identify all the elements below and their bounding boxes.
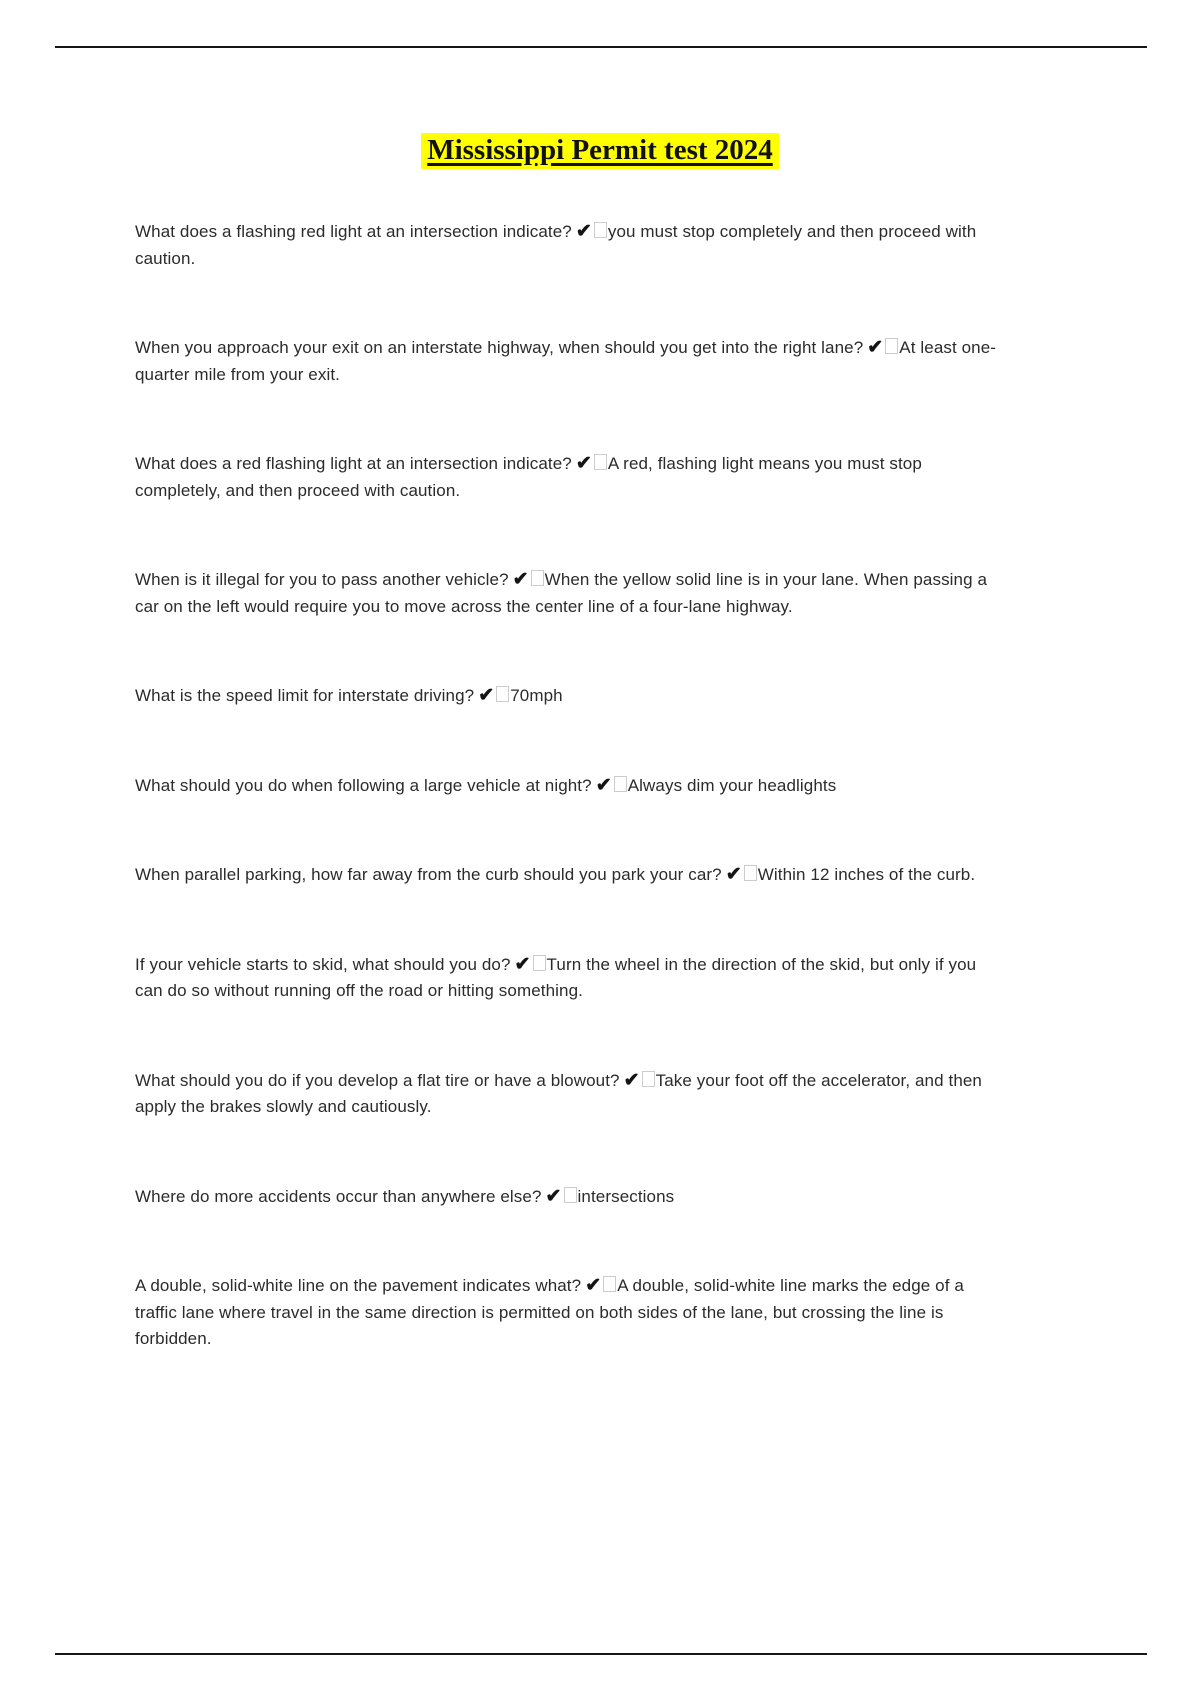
question-text: What should you do when following a large vehicle at night? (135, 775, 592, 795)
empty-box-icon (533, 955, 546, 971)
answer-text: Always dim your headlights (627, 775, 837, 795)
footer-rule-line (55, 1653, 1147, 1655)
checkmark-icon: ✔ (725, 864, 742, 885)
answer-text: A red, flashing light means you must stop completely, and then proceed with caution. (135, 454, 922, 500)
empty-box-icon (531, 570, 544, 586)
empty-box-icon (564, 1187, 577, 1203)
page-title: Mississippi Permit test 2024 (421, 133, 779, 169)
answer-text: At least one-quarter mile from your exit. (135, 338, 997, 384)
question-text: When you approach your exit on an interstate highway, when should you get into the right lane? (135, 338, 864, 357)
empty-box-icon (496, 686, 509, 702)
answer-text: When the yellow solid line is in your lane. When passing a car on the left would require you to move across the center line of a four-lane highway. (135, 570, 988, 616)
checkmark-icon: ✔ (512, 569, 529, 590)
question-text: What does a red flashing light at an intersection indicate? (135, 454, 572, 473)
question-text: What does a flashing red light at an intersection indicate? (135, 222, 572, 241)
checkmark-icon: ✔ (478, 685, 495, 706)
qa-item (135, 683, 1007, 710)
answer-text: Turn the wheel in the direction of the skid, but only if you can do so without running off the road or hitting something. (135, 954, 977, 1000)
empty-box-icon (614, 776, 627, 792)
answer-text: Take your foot off the accelerator, and then apply the brakes slowly and cautiously. (135, 1070, 982, 1116)
qa-item (135, 1273, 1007, 1353)
answer-text: you must stop completely and then proceed with caution. (135, 222, 977, 268)
answer-text: Within 12 inches of the curb. (757, 865, 976, 884)
qa-list (135, 219, 1007, 1353)
qa-item (135, 219, 1007, 272)
qa-item (135, 773, 1007, 800)
checkmark-icon: ✔ (545, 1185, 562, 1207)
empty-box-icon (642, 1071, 655, 1087)
qa-item (135, 335, 1007, 388)
empty-box-icon (594, 222, 607, 238)
answer-text: A double, solid-white line marks the edge of a traffic lane where travel in the same direction is permitted on both sides of the lane, but crossing the line is forbidden. (135, 1276, 964, 1348)
answer-text: intersections (577, 1186, 675, 1206)
checkmark-icon: ✔ (575, 453, 592, 474)
question-text: When is it illegal for you to pass another vehicle? (135, 570, 509, 589)
title-container (0, 133, 1200, 169)
empty-box-icon (594, 454, 607, 470)
qa-item (135, 567, 1007, 620)
header-rule-line (55, 46, 1147, 48)
empty-box-icon (603, 1276, 616, 1292)
qa-item (135, 952, 1007, 1005)
qa-item (135, 1068, 1007, 1121)
checkmark-icon: ✔ (595, 774, 612, 796)
qa-item (135, 451, 1007, 504)
checkmark-icon: ✔ (575, 221, 592, 242)
checkmark-icon: ✔ (867, 337, 884, 358)
question-text: When parallel parking, how far away from the curb should you park your car? (135, 865, 722, 884)
question-text: A double, solid-white line on the pavement indicates what? (135, 1276, 582, 1295)
checkmark-icon: ✔ (514, 953, 531, 975)
empty-box-icon (744, 865, 757, 881)
question-text: What should you do if you develop a flat tire or have a blowout? (135, 1070, 620, 1090)
question-text: Where do more accidents occur than anywhere else? (135, 1186, 542, 1206)
checkmark-icon: ✔ (585, 1275, 602, 1296)
empty-box-icon (885, 338, 898, 354)
qa-item (135, 1184, 1007, 1211)
answer-text: 70mph (510, 686, 563, 705)
question-text: If your vehicle starts to skid, what should you do? (135, 954, 511, 974)
checkmark-icon: ✔ (623, 1069, 640, 1091)
qa-item (135, 862, 1007, 889)
question-text: What is the speed limit for interstate driving? (135, 686, 475, 705)
